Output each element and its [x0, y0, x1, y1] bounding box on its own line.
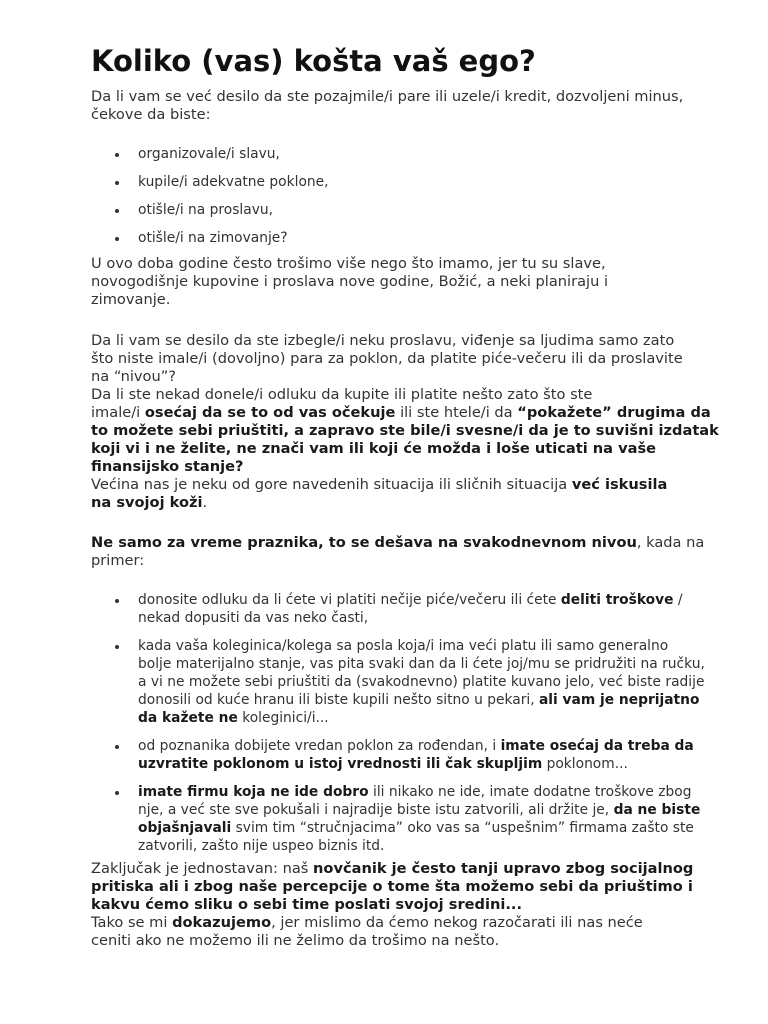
paragraph-line: primer: — [91, 552, 145, 569]
bold-text: na svojoj koži — [91, 494, 203, 511]
paragraph-line: ceniti ako ne možemo ili ne želimo da trošimo na nešto. — [91, 932, 500, 949]
bold-text: da ne biste — [613, 802, 701, 818]
text-run: Zaključak je jednostavan: naš — [91, 860, 314, 877]
list-item-line — [138, 591, 698, 609]
text-run: od poznanika dobijete vredan poklon za rođendan, i — [138, 738, 501, 754]
bold-text: uzvratite poklonom u istoj vrednosti ili čak skupljim — [138, 756, 543, 772]
paragraph-line — [91, 476, 731, 494]
bullet-icon — [115, 745, 119, 749]
bold-text: finansijsko stanje? — [91, 458, 244, 475]
bold-text: imate osećaj da treba da — [500, 738, 694, 754]
list-item-text: organizovale/i slavu, — [138, 146, 280, 162]
text-run: imale/i — [91, 404, 145, 421]
list-item — [0, 145, 698, 163]
list-item-line — [138, 755, 698, 773]
text-run: koleginici/i... — [237, 710, 329, 726]
paragraph-line — [91, 458, 731, 476]
bullet-icon — [115, 153, 119, 157]
text-run: donosite odluku da li ćete vi platiti nečije piće/večeru ili ćete — [138, 592, 561, 608]
text-run: ili ste htele/i da — [395, 404, 518, 421]
bold-text: Ne samo za vreme praznika, to se dešava na svakodnevnom nivou — [91, 534, 637, 551]
bold-text: imate firmu koja ne ide dobro — [138, 784, 369, 800]
text-run: Tako se mi — [91, 914, 173, 931]
paragraph-line — [91, 896, 731, 914]
paragraph-line: novogodišnje kupovine i proslava nove godine, Božić, a neki planiraju i — [91, 273, 609, 290]
bold-text: osećaj da se to od vas očekuje — [144, 404, 396, 421]
bold-text: deliti troškove — [560, 592, 674, 608]
list-item-line: a vi ne možete sebi priuštiti da (svakodnevno) platite kuvano jelo, već biste radije — [138, 674, 705, 690]
intro-line: Da li vam se već desilo da ste pozajmile/i pare ili uzele/i kredit, dozvoljeni minus, — [91, 88, 684, 105]
list-item-line — [138, 691, 698, 709]
bold-text: to možete sebi priuštiti, a zapravo ste bile/i svesne/i da je to suvišni izdatak — [91, 422, 719, 439]
bold-text: novčanik je često tanji upravo zbog socijalnog — [313, 860, 694, 877]
bullet-icon — [115, 237, 119, 241]
list-item-text: kupile/i adekvatne poklone, — [138, 174, 329, 190]
paragraph-line — [91, 404, 731, 422]
page-title: Koliko (vas) košta vaš ego? — [91, 44, 536, 78]
list-item — [0, 783, 701, 855]
list-item-line — [138, 801, 701, 819]
text-run: / — [673, 592, 683, 608]
bullet-icon — [115, 645, 119, 649]
list-item — [0, 591, 698, 627]
text-run: , kada na — [636, 534, 705, 551]
bold-text: objašnjavali — [138, 820, 232, 836]
list-item — [0, 201, 698, 219]
list-item-line: nekad dopusiti da vas neko časti, — [138, 610, 369, 626]
list-item-text: otišle/i na proslavu, — [138, 202, 273, 218]
bullet-icon — [115, 209, 119, 213]
list-item-line — [138, 819, 698, 837]
list-item — [0, 737, 698, 773]
paragraph-line — [91, 914, 731, 932]
list-item-line — [138, 709, 698, 727]
paragraph-season — [91, 255, 731, 309]
intro-line: čekove da biste: — [91, 106, 211, 123]
paragraph-line — [91, 534, 731, 552]
bullet-list-occasions — [0, 145, 768, 247]
paragraph-line: zimovanje. — [91, 291, 171, 308]
paragraph-line — [91, 440, 731, 458]
list-item — [0, 637, 705, 727]
text-run: poklonom... — [542, 756, 628, 772]
bullet-icon — [115, 599, 119, 603]
list-item-line: bolje materijalno stanje, vas pita svaki dan da li ćete joj/mu se pridružiti na ručku, — [138, 656, 705, 672]
paragraph-questions — [91, 332, 731, 512]
bold-text: kakvu ćemo sliku o sebi time poslati svojoj sredini... — [91, 896, 523, 913]
bullet-list-examples — [0, 591, 768, 855]
text-run: svim tim “stručnjacima” oko vas sa “uspešnim” firmama zašto ste — [231, 820, 694, 836]
paragraph-line — [91, 422, 731, 440]
paragraph-line: U ovo doba godine često trošimo više nego što imamo, jer tu su slave, — [91, 255, 606, 272]
text-run: ili nikako ne ide, imate dodatne troškove zbog — [368, 784, 692, 800]
text-run: donosili od kuće hranu ili biste kupili nešto sitno u pekari, — [138, 692, 539, 708]
bold-text: već iskusila — [571, 476, 668, 493]
text-run: . — [202, 494, 208, 511]
paragraph-everyday — [91, 534, 731, 570]
list-item-text: otišle/i na zimovanje? — [138, 230, 288, 246]
list-item-line: kada vaša koleginica/kolega sa posla koja/i ima veći platu ili samo generalno — [138, 638, 669, 654]
paragraph-conclusion — [91, 860, 731, 950]
bold-text: dokazujemo — [172, 914, 272, 931]
paragraph-line: Da li vam se desilo da ste izbegle/i neku proslavu, viđenje sa ljudima samo zato — [91, 332, 675, 349]
bold-text: da kažete ne — [138, 710, 238, 726]
bold-text: ali vam je neprijatno — [538, 692, 700, 708]
text-run: nje, a već ste sve pokušali i najradije biste istu zatvorili, ali držite je, — [138, 802, 614, 818]
intro-paragraph — [91, 88, 731, 124]
list-item-line: zatvorili, zašto nije uspeo biznis itd. — [138, 838, 385, 854]
bullet-icon — [115, 181, 119, 185]
bold-text: koji vi i ne želite, ne znači vam ili koji će možda i loše uticati na vaše — [91, 440, 657, 457]
list-item-line — [138, 737, 698, 755]
text-run: , jer mislimo da ćemo nekog razočarati ili nas neće — [271, 914, 643, 931]
text-run: Većina nas je neku od gore navedenih situacija ili sličnih situacija — [91, 476, 572, 493]
paragraph-line — [91, 860, 731, 878]
bold-text: pritiska ali i zbog naše percepcije o tome šta možemo sebi da priuštimo i — [91, 878, 693, 895]
paragraph-line — [91, 878, 731, 896]
paragraph-line: na “nivou”? — [91, 368, 177, 385]
paragraph-line: Da li ste nekad donele/i odluku da kupite ili platite nešto zato što ste — [91, 386, 593, 403]
list-item — [0, 173, 698, 191]
bold-text: “pokažete” drugima da — [517, 404, 711, 421]
list-item-line — [138, 783, 698, 801]
bullet-icon — [115, 791, 119, 795]
list-item — [0, 229, 698, 247]
paragraph-line — [91, 494, 731, 512]
paragraph-line: što niste imale/i (dovoljno) para za poklon, da platite piće-večeru ili da proslavite — [91, 350, 683, 367]
